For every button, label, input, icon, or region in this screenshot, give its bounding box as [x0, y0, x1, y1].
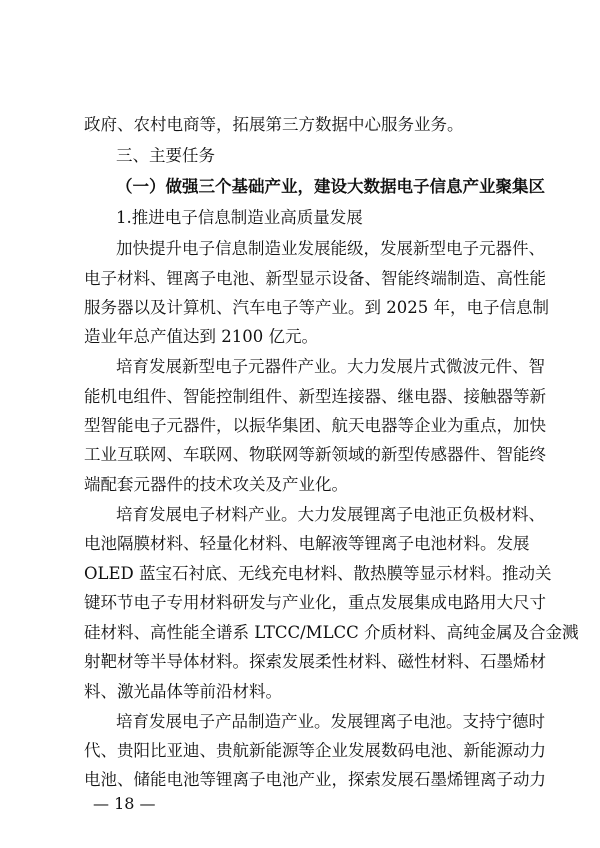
text-line: 政府、农村电商等，拓展第三方数据中心服务业务。	[84, 115, 464, 134]
text-line: 型智能电子元器件，以振华集团、航天电器等企业为重点，加快	[84, 416, 546, 435]
text-line: 代、贵阳比亚迪、贵航新能源等企业发展数码电池、新能源动力	[84, 741, 546, 760]
text-line: 键环节电子专用材料研发与产业化，重点发展集成电路用大尺寸	[84, 593, 546, 612]
text-line: 射靶材等半导体材料。探索发展柔性材料、磁性材料、石墨烯材	[84, 652, 546, 671]
text-line: 电子材料、锂离子电池、新型显示设备、智能终端制造、高性能	[84, 269, 546, 288]
item-heading: 1.推进电子信息制造业高质量发展	[116, 208, 363, 227]
text-line: 端配套元器件的技术攻关及产业化。	[84, 475, 348, 494]
text-line: 工业互联网、车联网、物联网等新领域的新型传感器件、智能终	[84, 445, 546, 464]
text-line: 电池、储能电池等锂离子电池产业，探索发展石墨烯锂离子动力	[84, 770, 546, 789]
text-line: 能机电组件、智能控制组件、新型连接器、继电器、接触器等新	[84, 387, 546, 406]
text-line: OLED 蓝宝石衬底、无线充电材料、散热膜等显示材料。推动关	[84, 564, 552, 583]
text-line: 硅材料、高性能全谱系 LTCC/MLCC 介质材料、高纯金属及合金溅	[84, 623, 579, 642]
text-line: 造业年总产值达到 2100 亿元。	[84, 327, 318, 346]
text-line: 培育发展新型电子元器件产业。大力发展片式微波元件、智	[116, 357, 545, 376]
text-line: 加快提升电子信息制造业发展能级，发展新型电子元器件、	[116, 239, 545, 258]
text-line: 料、激光晶体等前沿材料。	[84, 682, 282, 701]
page-number: — 18 —	[93, 794, 156, 813]
text-line: 服务器以及计算机、汽车电子等产业。到 2025 年，电子信息制	[84, 298, 549, 317]
text-line: 培育发展电子产品制造产业。发展锂离子电池。支持宁德时	[116, 712, 545, 731]
subsection-heading: （一）做强三个基础产业，建设大数据电子信息产业聚集区	[116, 177, 545, 196]
text-line: 电池隔膜材料、轻量化材料、电解液等锂离子电池材料。发展	[84, 534, 530, 553]
text-line: 培育发展电子材料产业。大力发展锂离子电池正负极材料、	[116, 505, 545, 524]
section-heading: 三、主要任务	[116, 146, 215, 165]
